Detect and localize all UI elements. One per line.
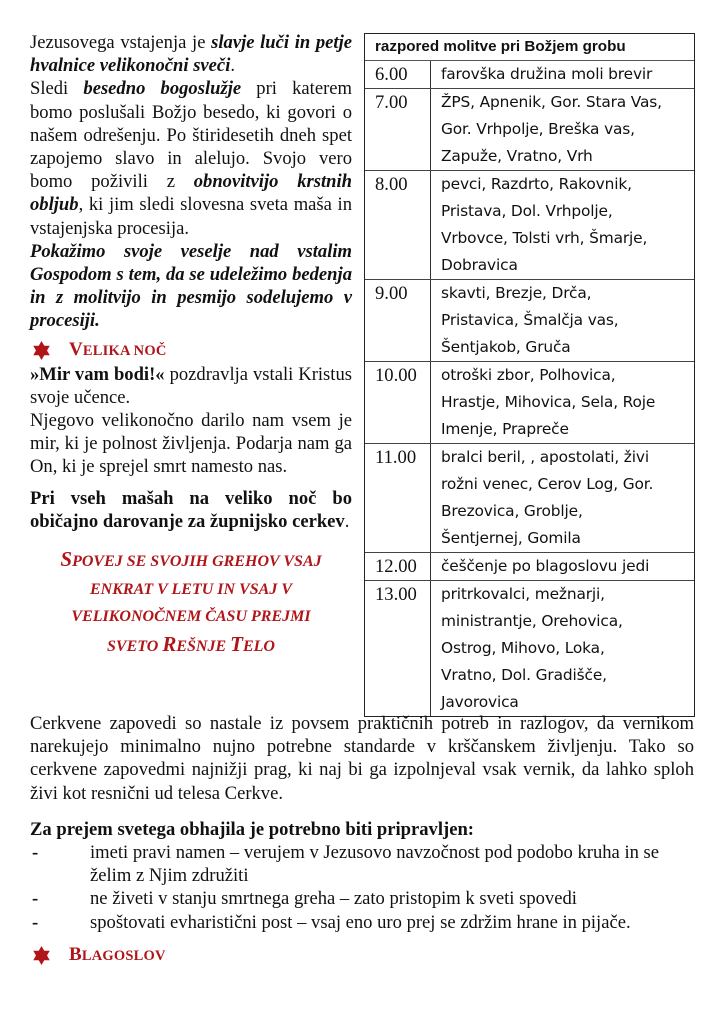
offering-paragraph: Pri vseh mašah na veliko noč bo običajno darovanje za župnijsko cerkev.: [30, 487, 352, 532]
table-row: [365, 362, 694, 444]
participants-line: rožni venec, Cerov Log, Gor.: [441, 475, 654, 493]
participants-cell: [431, 362, 694, 443]
emphasis-text: slavje luči in petje hvalnice velikonočni sveči: [30, 32, 352, 77]
participants-line: pevci, Razdrto, Rakovnik,: [441, 175, 632, 193]
requirements-title: Za prejem svetega obhajila je potrebno biti pripravljen:: [30, 818, 474, 840]
participants-cell: [431, 280, 694, 361]
star-icon: [32, 341, 51, 360]
time-cell: 13.00: [365, 581, 431, 716]
table-row: [365, 89, 694, 171]
star-icon: [32, 946, 51, 965]
requirements-list: [30, 841, 694, 934]
participants-line: Zapuže, Vratno, Vrh: [441, 147, 593, 165]
participants-line: otroški zbor, Polhovica,: [441, 366, 616, 384]
section-heading-blagoslov: [30, 944, 694, 968]
participants-line: Imenje, Prapreče: [441, 420, 569, 438]
time-cell: 10.00: [365, 362, 431, 443]
callout-line: SPOVEJ SE SVOJIH GREHOV VSAJ: [60, 547, 322, 572]
list-item: [30, 887, 694, 910]
participants-line: Javorovica: [441, 693, 519, 711]
list-item-text: spoštovati evharistični post – vsaj eno uro prej se zdržim hrane in pijače.: [90, 911, 631, 933]
greeting-paragraph: »Mir vam bodi!« pozdravlja vstali Kristus svoje učence.: [30, 363, 352, 408]
intro-paragraph-3: Pokažimo svoje veselje nad vstalim Gospodom s tem, da se udeležimo bedenja in z molitvijo in pesmijo sodelujemo v procesiji.: [30, 240, 352, 332]
participants-cell: [431, 89, 694, 170]
participants-line: ŽPS, Apnenik, Gor. Stara Vas,: [441, 93, 662, 111]
participants-line: Šentjakob, Gruča: [441, 338, 571, 356]
participants-cell: [431, 171, 694, 279]
time-cell: 6.00: [365, 61, 431, 88]
left-column: [30, 31, 352, 660]
intro-paragraph-2: Sledi besedno bogoslužje pri katerem bomo poslušali Božjo besedo, ki govori o našem odrešenju. Po štiridesetih dneh spet zapojemo slavo in alelujo. Svojo vero bomo poživili z obnovitvijo krstnih obljub, ki jim sledi slovesna sveta maša in vstajenjska procesija.: [30, 78, 352, 239]
participants-line: Pristava, Dol. Vrhpolje,: [441, 202, 613, 220]
time-cell: 11.00: [365, 444, 431, 552]
participants-line: Dobravica: [441, 256, 518, 274]
time-cell: 8.00: [365, 171, 431, 279]
table-row: [365, 61, 694, 89]
participants-line: ministrantje, Orehovica,: [441, 612, 623, 630]
participants-line: Gor. Vrhpolje, Breška vas,: [441, 120, 635, 138]
section-title: VELIKA NOČ: [69, 339, 167, 361]
table-row: [365, 581, 694, 716]
table-row: [365, 280, 694, 362]
section-heading-velika-noc: [30, 339, 352, 363]
participants-line: Brezovica, Groblje,: [441, 502, 583, 520]
participants-line: skavti, Brezje, Drča,: [441, 284, 592, 302]
participants-line: češčenje po blagoslovu jedi: [441, 557, 650, 575]
list-item-text: imeti pravi namen – verujem v Jezusovo navzočnost pod podobo kruha in se želim z Njim združiti: [90, 842, 660, 887]
participants-line: Vrbovce, Tolsti vrh, Šmarje,: [441, 229, 648, 247]
dash-bullet-icon: -: [32, 911, 39, 933]
list-item-text: ne živeti v stanju smrtnega greha – zato pristopim k sveti spovedi: [90, 888, 577, 910]
table-title: razpored molitve pri Božjem grobu: [365, 34, 694, 61]
participants-cell: [431, 61, 694, 88]
list-item: [30, 911, 694, 934]
gift-paragraph: Njegovo velikonočno darilo nam vsem je mir, ki je polnost življenja. Podarja nam ga On, ki je sprejel smrt namesto nas.: [30, 410, 352, 478]
participants-line: Šentjernej, Gomila: [441, 529, 581, 547]
participants-cell: [431, 553, 694, 580]
participants-line: bralci beril, , apostolati, živi: [441, 448, 649, 466]
intro-paragraph-1: Jezusovega vstajenja je slavje luči in petje hvalnice velikonočni sveči.: [30, 32, 352, 77]
participants-line: pritrkovalci, mežnarji,: [441, 585, 605, 603]
time-cell: 7.00: [365, 89, 431, 170]
bottom-section: [30, 712, 694, 968]
time-cell: 12.00: [365, 553, 431, 580]
table-row: [365, 553, 694, 581]
callout-line: SVETO REŠNJE TELO: [107, 631, 275, 656]
section-title: BLAGOSLOV: [69, 944, 166, 966]
commandments-paragraph: Cerkvene zapovedi so nastale iz povsem praktičnih potreb in razlogov, da vernikom narekujejo minimalno nujno potrebne standarde v krščanskem življenju. Tako so cerkvene zapovedmi najnižji prag, ki naj bi ga izpolnjeval vsak vernik, da lahko sploh živi kot resnični ud telesa Cerkve.: [30, 713, 694, 804]
table-row: [365, 444, 694, 553]
emphasis-text: besedno bogoslužje: [83, 78, 242, 100]
list-item: [30, 841, 694, 887]
confession-callout: [30, 546, 352, 660]
participants-line: Hrastje, Mihovica, Sela, Roje: [441, 393, 656, 411]
dash-bullet-icon: -: [32, 888, 39, 910]
participants-line: farovška družina moli brevir: [441, 65, 653, 83]
table-body: [365, 61, 694, 716]
participants-line: Ostrog, Mihovo, Loka,: [441, 639, 605, 657]
prayer-schedule-table: [364, 33, 695, 717]
callout-line: ENKRAT V LETU IN VSAJ V: [90, 580, 292, 598]
participants-line: Pristavica, Šmalčja vas,: [441, 311, 619, 329]
participants-cell: [431, 444, 694, 552]
emphasis-text: obnovitvijo krstnih obljub: [30, 171, 352, 216]
participants-line: Vratno, Dol. Gradišče,: [441, 666, 607, 684]
time-cell: 9.00: [365, 280, 431, 361]
dash-bullet-icon: -: [32, 842, 39, 864]
participants-cell: [431, 581, 694, 716]
table-row: [365, 171, 694, 280]
callout-line: VELIKONOČNEM ČASU PREJMI: [71, 608, 311, 626]
